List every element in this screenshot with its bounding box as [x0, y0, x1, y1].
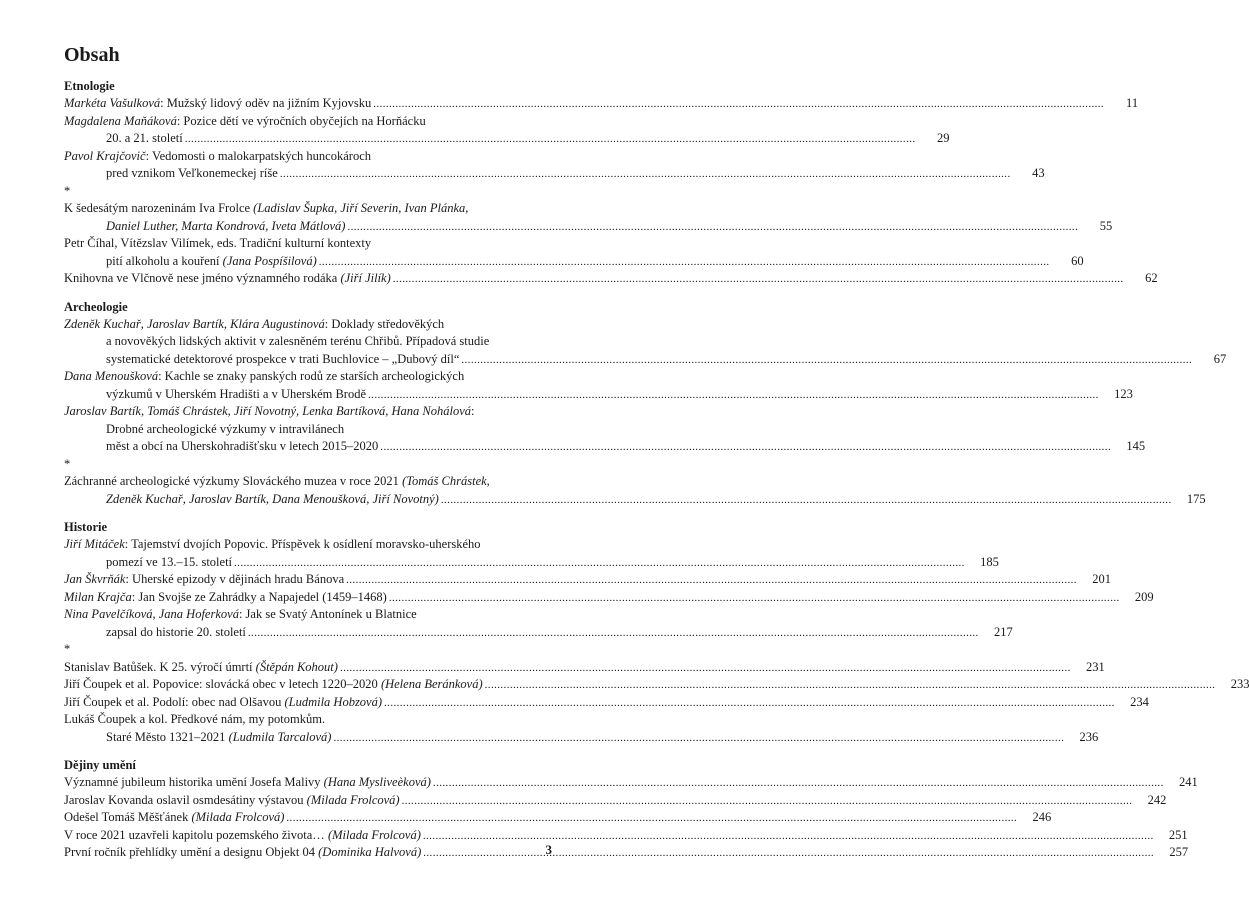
entry-author-italic: Jiří Mitáček [64, 537, 125, 551]
entry-line [64, 235, 552, 253]
dot-leader [485, 677, 1216, 695]
entry-author-italic: Daniel Luther, Marta Kondrová, Iveta Mátlová) [106, 218, 346, 233]
entry-author-italic: Markéta Vašulková [64, 96, 161, 110]
toc-entry[interactable] [64, 774, 1198, 792]
section-heading: Historie [64, 520, 108, 534]
toc-entry[interactable] [64, 589, 1154, 607]
entry-line [64, 694, 1149, 712]
entry-author-italic: Zdeněk Kuchař, Jaroslav Bartík, Klára Augustinová [64, 316, 325, 331]
entry-text [64, 712, 325, 726]
dot-leader [286, 810, 1017, 828]
entry-text [106, 554, 232, 572]
section-separator: * [64, 642, 71, 656]
entry-title-text: Staré Město 1321–2021 [106, 729, 229, 744]
entry-page-number: 62 [1145, 271, 1158, 285]
entry-author-italic: (Dominika Halvová) [318, 845, 422, 859]
entry-title-text: : Mužský lidový oděv na jižním Kyjovsku [160, 96, 372, 110]
toc-section [64, 757, 1198, 862]
entry-text [64, 369, 464, 383]
dot-leader [461, 352, 1192, 370]
entry-line [64, 333, 552, 351]
dot-leader [433, 775, 1164, 793]
entry-line [64, 473, 552, 491]
entry-line [64, 676, 1249, 694]
entry-text [64, 537, 481, 551]
entry-line [64, 95, 1139, 113]
dot-leader [402, 793, 1133, 811]
entry-text [64, 844, 421, 862]
entry-line [64, 711, 552, 729]
entry-text [64, 201, 468, 215]
section-separator: * [64, 183, 71, 198]
entry-page-number: 234 [1130, 694, 1149, 709]
entry-title-text: pomezí ve 13.–15. století [106, 554, 233, 569]
entry-author-italic: Jan Škvrňák [64, 572, 126, 586]
entry-line [64, 130, 950, 148]
toc-entry[interactable] [64, 606, 1013, 641]
entry-author-italic: (Milada Frolcová) [306, 792, 400, 807]
entry-text [106, 729, 331, 747]
entry-page-number: 251 [1168, 827, 1188, 842]
entry-text [64, 792, 400, 810]
toc-entry[interactable] [64, 694, 1149, 712]
entry-line [64, 659, 1105, 677]
section-separator: * [64, 456, 71, 471]
entry-title-text: : Tajemství dvojích Popovic. Příspěvek k osídlení moravsko-uherského [124, 537, 481, 551]
dot-leader [393, 271, 1124, 289]
entry-page-number: 185 [980, 554, 999, 569]
entry-title-text: Významné jubileum historika umění Josefa Malivy [64, 775, 324, 789]
entry-text [64, 589, 387, 607]
entry-text [64, 114, 426, 128]
entry-page-number: 145 [1126, 439, 1146, 453]
entry-page-number: 242 [1147, 792, 1167, 807]
dot-leader [333, 730, 1064, 748]
toc-entry[interactable] [64, 827, 1188, 845]
dot-leader [389, 590, 1120, 608]
entry-line [64, 368, 552, 386]
toc-entry[interactable] [64, 659, 1105, 677]
entry-line [64, 316, 552, 334]
entry-title-text: Knihovna ve Vlčnově nese jméno významného rodáka [64, 271, 341, 285]
entry-page-number: 246 [1032, 810, 1052, 824]
toc-section [64, 78, 1158, 288]
entry-title-text: : Jak se Svatý Antonínek u Blatnice [238, 607, 417, 621]
entry-text [64, 404, 475, 418]
entry-text [106, 351, 459, 369]
entry-line [64, 200, 552, 218]
entry-author-italic: Pavol Krajčovič [64, 148, 146, 163]
dot-leader [280, 166, 1011, 184]
entry-author-italic: (Štěpán Kohout) [255, 659, 338, 674]
entry-title-text: a novověkých lidských aktivit v zalesněném terénu Chřibů. Případová studie [106, 334, 490, 348]
entry-line [64, 218, 1113, 236]
entry-title-text: pití alkoholu a kouření [106, 253, 223, 268]
toc-entry[interactable] [64, 95, 1139, 113]
entry-text [64, 676, 483, 694]
entry-text [106, 386, 366, 404]
toc-entry[interactable] [64, 200, 1113, 235]
entry-author-italic: Magdalena Maňáková [64, 113, 177, 128]
entry-page-number: 241 [1178, 775, 1198, 789]
entry-page-number: 217 [993, 624, 1013, 639]
toc-entry[interactable] [64, 809, 1052, 827]
section-heading: Archeologie [64, 299, 128, 314]
entry-author-italic: (Helena Beránková) [380, 677, 483, 691]
entry-text [106, 218, 345, 236]
entry-author-italic: (Jiří Jilík) [340, 271, 391, 285]
entry-title-text: Jiří Čoupek et al. Popovice: slovácká obec v letech 1220–2020 [64, 677, 381, 691]
entry-author-italic: Zdeněk Kuchař, Jaroslav Bartík, Dana Menoušková, Jiří Novotný) [106, 491, 439, 506]
entry-title-text: Jaroslav Kovanda oslavil osmdesátiny výstavou [64, 792, 307, 807]
dot-leader [384, 695, 1115, 713]
section-heading: Etnologie [64, 79, 115, 93]
entry-text [106, 165, 278, 183]
entry-title-text: systematické detektorové prospekce v trati Buchlovice – „Dubový díl“ [106, 351, 460, 366]
entry-text [64, 270, 391, 288]
dot-leader [340, 660, 1071, 678]
entry-page-number: 233 [1230, 677, 1249, 691]
dot-leader [185, 131, 916, 149]
entry-line [64, 536, 552, 554]
entry-text [106, 130, 183, 148]
entry-page-number: 123 [1114, 386, 1133, 401]
toc-entry[interactable] [64, 403, 1146, 456]
toc-entry[interactable] [64, 235, 1084, 270]
dot-leader [347, 219, 1078, 237]
dot-leader [248, 625, 979, 643]
entry-text [64, 827, 421, 845]
page-number: 3 [545, 842, 552, 857]
entry-line [64, 589, 1154, 607]
toc-section [64, 519, 1249, 746]
entry-author-italic: (Milada Frolcová) [327, 827, 421, 842]
entry-text [64, 571, 344, 589]
entry-title-text: výzkumů v Uherském Hradišti a v Uherském Brodě [106, 386, 367, 401]
entry-line [64, 148, 552, 166]
entry-line [64, 571, 1111, 589]
entry-page-number: 236 [1079, 729, 1099, 744]
entry-author-italic: Milan Krajča [64, 589, 132, 604]
dot-leader [373, 96, 1104, 114]
dot-leader [380, 439, 1111, 457]
toc-entry[interactable] [64, 844, 1189, 862]
entry-author-italic: (Ludmila Hobzová) [284, 694, 383, 709]
toc-entry[interactable] [64, 316, 1227, 369]
entry-title-text: : Doklady středověkých [324, 316, 445, 331]
entry-text [64, 607, 417, 621]
entry-text [64, 659, 338, 677]
entry-line [64, 827, 1188, 845]
toc-entry[interactable] [64, 536, 999, 571]
entry-line [64, 113, 552, 131]
entry-page-number: 43 [1032, 166, 1045, 180]
entry-title-text: : Uherské epizody v dějinách hradu Bánova [125, 572, 345, 586]
entry-title-text: Drobné archeologické výzkumy v intravilánech [106, 421, 345, 436]
entry-text [64, 694, 382, 712]
entry-text [106, 334, 489, 348]
entry-text [64, 474, 490, 488]
entry-page-number: 67 [1213, 351, 1227, 366]
entry-title-text: : Jan Svojše ze Zahrádky a Napajedel (1459–1468) [131, 589, 387, 604]
entry-text [106, 438, 378, 456]
entry-page-number: 175 [1186, 491, 1206, 506]
entry-line [64, 844, 1189, 862]
entry-line [64, 386, 1133, 404]
entry-line [64, 624, 1013, 642]
entry-line [64, 270, 1158, 288]
entry-line [64, 403, 552, 421]
dot-leader [346, 572, 1077, 590]
dot-leader [368, 387, 1099, 405]
entry-title-text: zapsal do historie 20. století [106, 624, 246, 639]
entry-line [64, 606, 552, 624]
toc-entry[interactable] [64, 792, 1167, 810]
entry-title-text: : Pozice dětí ve výročních obyčejích na Horňácku [176, 113, 426, 128]
entry-author-italic: Dana Menoušková [64, 369, 159, 383]
entry-title-text: Stanislav Batůšek. K 25. výročí úmrtí [64, 659, 256, 674]
toc-entry[interactable] [64, 571, 1111, 589]
table-of-contents [64, 78, 1249, 862]
entry-title-text: V roce 2021 uzavřeli kapitolu pozemského života… [64, 827, 328, 842]
entry-page-number: 60 [1071, 253, 1084, 268]
entry-author-italic: (Ladislav Šupka, Jiří Severin, Ivan Plánka, [253, 201, 469, 215]
entry-line [64, 809, 1052, 827]
entry-author-italic: (Milada Frolcová) [191, 810, 285, 824]
toc-entry[interactable] [64, 473, 1206, 508]
toc-entry[interactable] [64, 711, 1099, 746]
entry-title-text: měst a obcí na Uherskohradišťsku v letech 2015–2020 [106, 439, 379, 453]
entry-line [64, 421, 552, 439]
entry-page-number: 55 [1099, 218, 1113, 233]
dot-leader [441, 492, 1172, 510]
entry-page-number: 257 [1169, 845, 1189, 859]
entry-text [64, 809, 284, 827]
entry-line [64, 165, 1045, 183]
entry-text [64, 317, 444, 331]
entry-author-italic: Jaroslav Bartík, Tomáš Chrástek, Jiří Novotný, Lenka Bartíková, Hana Nohálová [64, 404, 472, 418]
dot-leader [423, 845, 1154, 863]
entry-title-text: Odešel Tomáš Měšťánek [64, 810, 192, 824]
toc-entry[interactable] [64, 270, 1158, 288]
entry-title-text: pred vznikom Veľkonemeckej ríše [106, 166, 278, 180]
entry-title-text: Záchranné archeologické výzkumy Slováckého muzea v roce 2021 [64, 474, 403, 488]
entry-line [64, 554, 999, 572]
entry-page-number: 11 [1126, 96, 1139, 110]
entry-title-text: : Vedomosti o malokarpatských huncokároch [145, 148, 371, 163]
toc-entry[interactable] [64, 676, 1249, 694]
dot-leader [234, 555, 965, 573]
entry-text [64, 95, 371, 113]
entry-line [64, 792, 1167, 810]
entry-title-text: 20. a 21. století [106, 131, 183, 145]
entry-title-text: : Kachle se znaky panských rodů ze starších archeologických [158, 369, 465, 383]
entry-title-text: První ročník přehlídky umění a designu Objekt 04 [64, 845, 319, 859]
entry-line [64, 438, 1146, 456]
entry-author-italic: (Ludmila Tarcalová) [228, 729, 332, 744]
entry-title-text: : [471, 404, 475, 418]
entry-title-text: Lukáš Čoupek a kol. Předkové nám, my potomkům. [64, 712, 326, 726]
entry-author-italic: Nina Pavelčíková, Jana Hoferková [64, 607, 239, 621]
entry-text [106, 491, 439, 509]
entry-title-text: K šedesátým narozeninám Iva Frolce [64, 201, 254, 215]
entry-text [64, 774, 431, 792]
entry-page-number: 29 [937, 131, 950, 145]
entry-line [64, 729, 1099, 747]
entry-text [106, 422, 344, 436]
section-heading: Dějiny umění [64, 758, 136, 772]
entry-title-text: Jiří Čoupek et al. Podolí: obec nad Olšavou [64, 694, 285, 709]
entry-title-text: Petr Číhal, Vítězslav Vilímek, eds. Tradiční kulturní kontexty [64, 236, 372, 250]
entry-text [64, 149, 371, 163]
entry-text [64, 236, 371, 250]
toc-entry[interactable] [64, 113, 950, 148]
entry-page-number: 209 [1134, 589, 1154, 604]
entry-line [64, 774, 1198, 792]
toc-section [64, 299, 1227, 509]
entry-author-italic: (Tomáš Chrástek, [402, 474, 490, 488]
toc-entry[interactable] [64, 368, 1133, 403]
dot-leader [319, 254, 1050, 272]
entry-text [106, 624, 246, 642]
entry-page-number: 201 [1092, 572, 1111, 586]
entry-text [106, 253, 317, 271]
entry-line [64, 253, 1084, 271]
entry-author-italic: (Jana Pospíšilová) [222, 253, 317, 268]
toc-entry[interactable] [64, 148, 1045, 183]
entry-page-number: 231 [1086, 659, 1105, 674]
entry-line [64, 491, 1206, 509]
page-title: Obsah [64, 44, 120, 66]
dot-leader [423, 828, 1154, 846]
entry-line [64, 351, 1227, 369]
entry-author-italic: (Hana Mysliveèková) [323, 775, 431, 789]
